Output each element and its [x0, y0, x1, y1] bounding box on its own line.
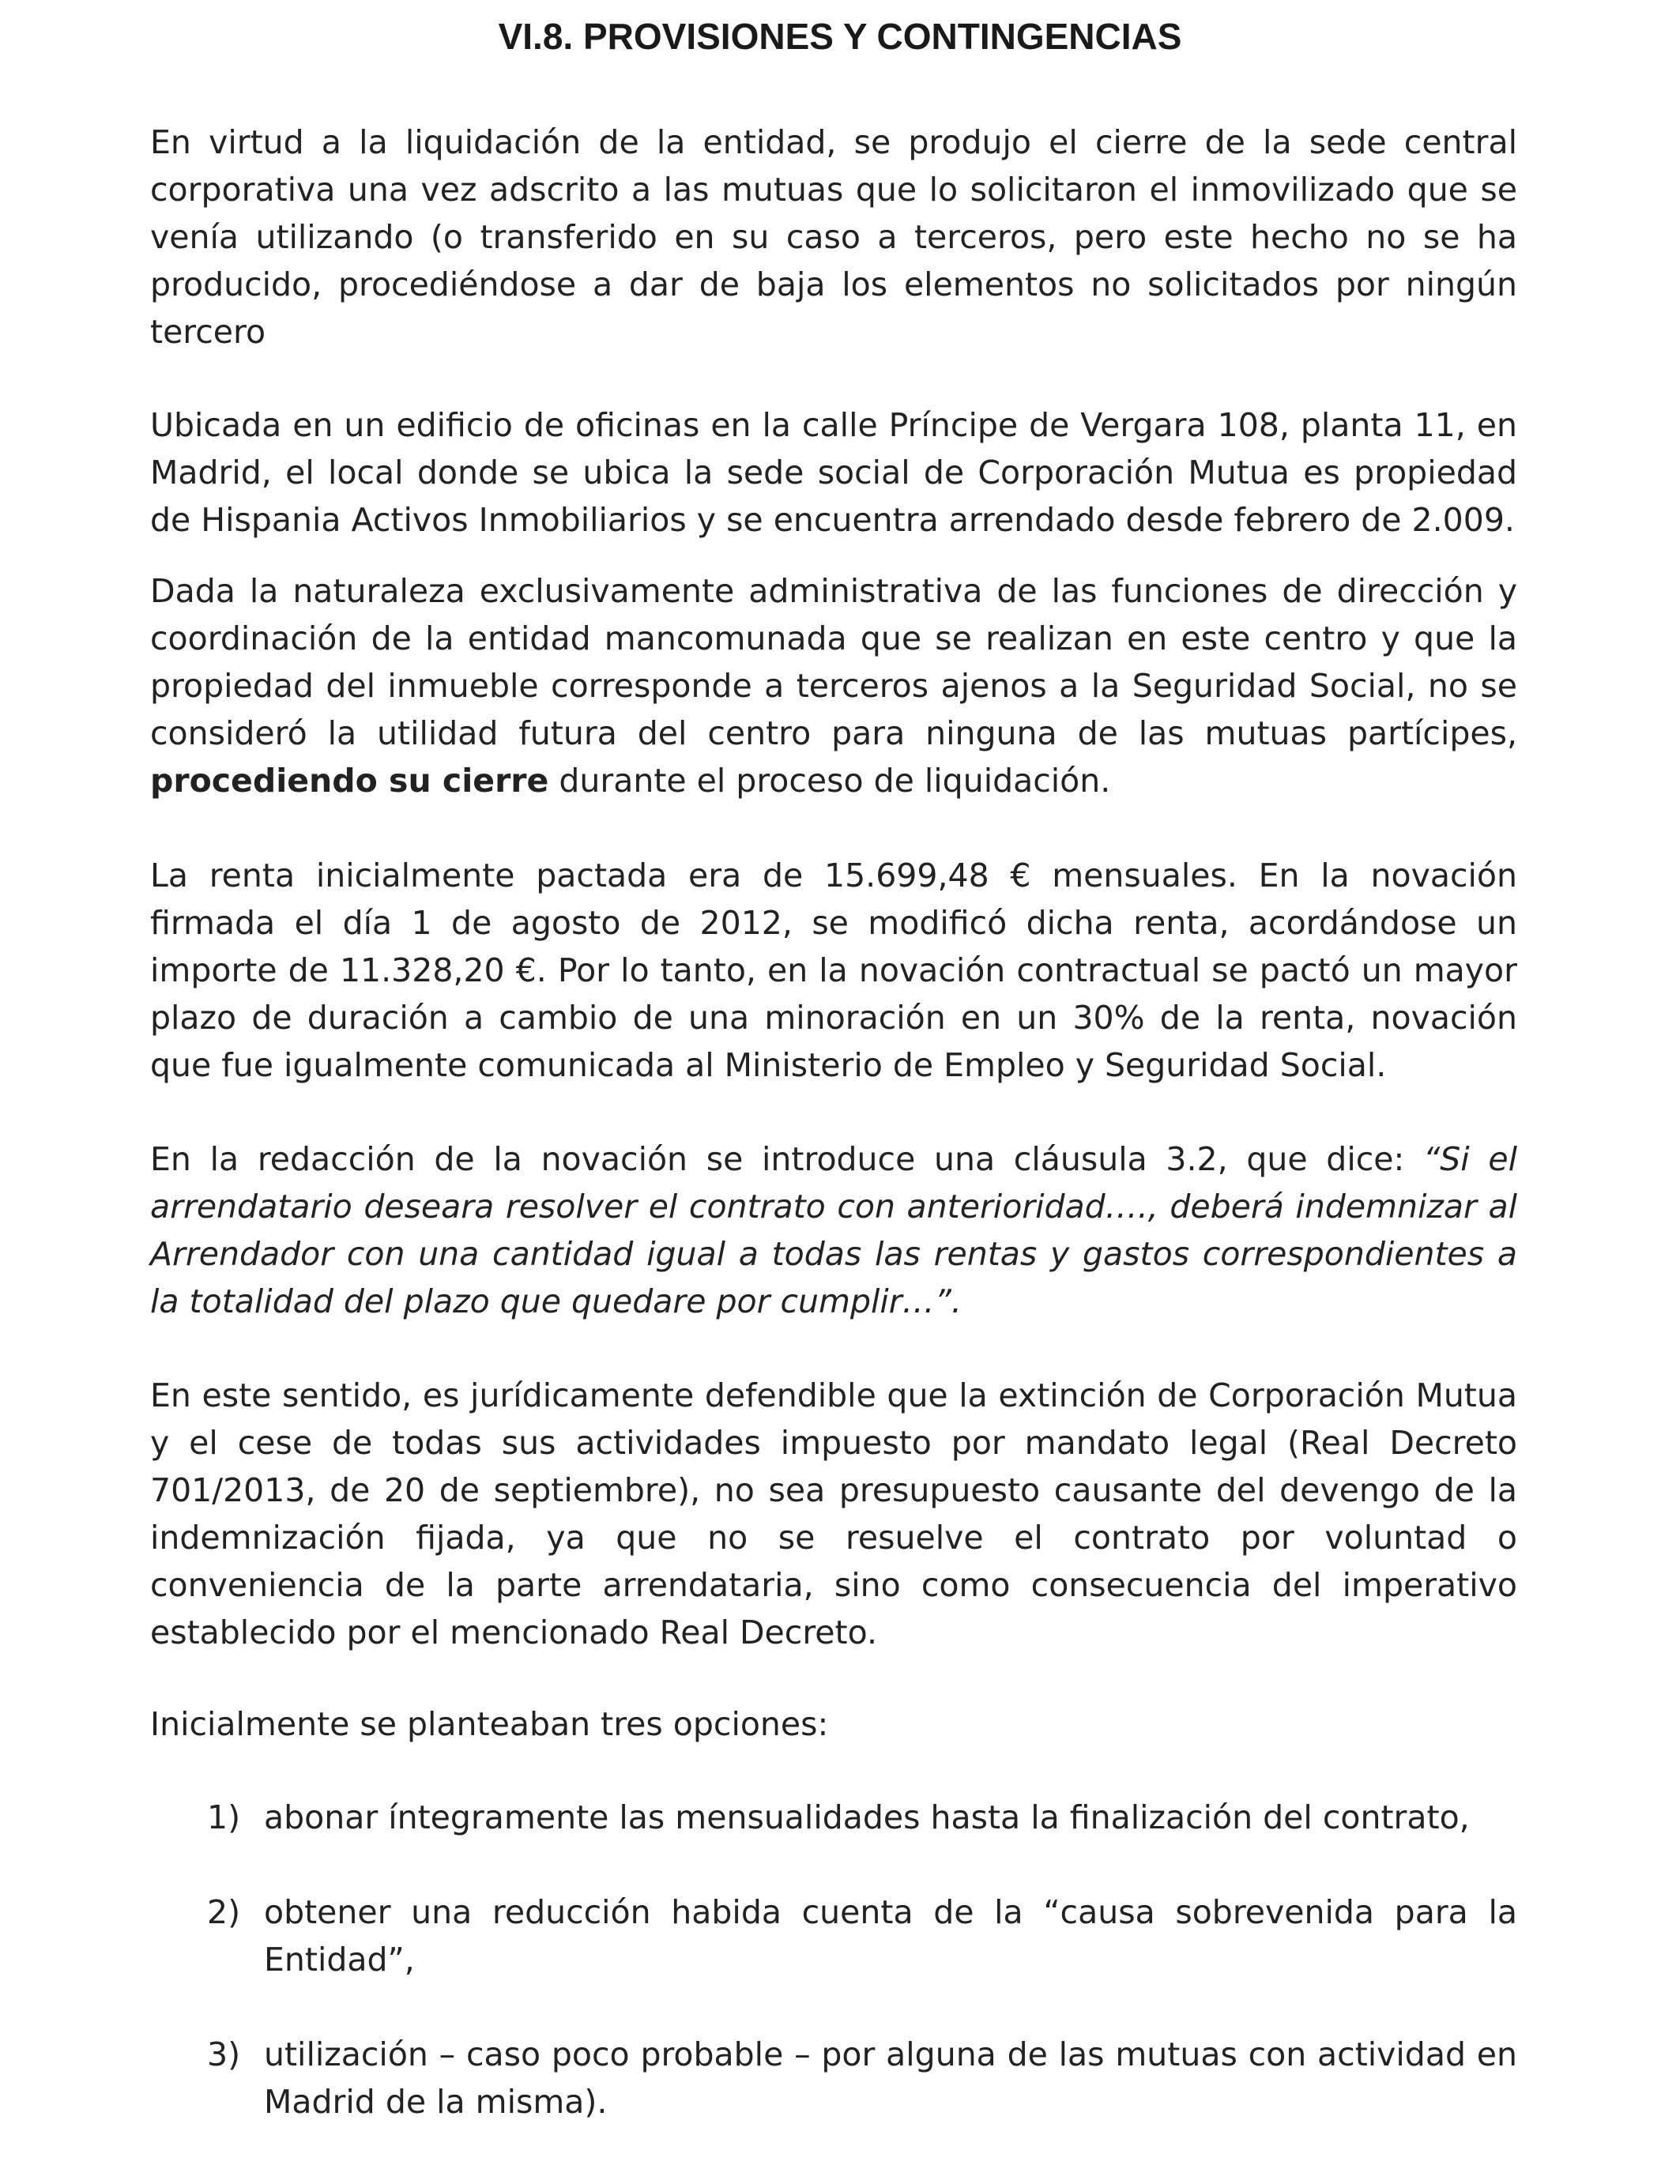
- paragraph-clause: [150, 1135, 1517, 1325]
- list-item-number: 1): [207, 1798, 241, 1836]
- list-item: [207, 1794, 1517, 1841]
- list-item: [207, 2031, 1517, 2126]
- paragraph-options-intro: Inicialmente se planteaban tres opciones:: [150, 1705, 829, 1743]
- section-title: VI.8. PROVISIONES Y CONTINGENCIAS: [498, 16, 1182, 57]
- paragraph-nature-end: durante el proceso de liquidación.: [548, 762, 1111, 800]
- list-item-text: abonar íntegramente las mensualidades hasta la finalización del contrato,: [264, 1798, 1470, 1836]
- paragraph-nature-start: Dada la naturaleza exclusivamente administrativa de las funciones de dirección y coordinación de la entidad mancomunada que se realizan en este centro y que la propiedad del inmueble corresponde a terceros ajenos a la Seguridad Social, no se consideró la utilidad futura del centro para ninguna de las mutuas partícipes,: [150, 572, 1517, 752]
- paragraph-clause-start: En la redacción de la novación se introduce una cláusula 3.2, que dice:: [150, 1140, 1424, 1178]
- paragraph-rent: La renta inicialmente pactada era de 15.699,48 € mensuales. En la novación firmada el día 1 de agosto de 2012, se modificó dicha renta, acordándose un importe de 11.328,20 €. Por lo tanto, en la novación contractual se pactó un mayor plazo de duración a cambio de una minoración en un 30% de la renta, novación que fue igualmente comunicada al Ministerio de Empleo y Seguridad Social.: [150, 857, 1517, 1084]
- paragraph-clause-quote: “Si el arrendatario deseara resolver el contrato con anterioridad…., deberá indemnizar al Arrendador con una cantidad igual a todas las rentas y gastos correspondientes a la totalidad del plazo que quedare por cumplir…”.: [150, 1140, 1517, 1320]
- list-item: [207, 1888, 1517, 1983]
- list-item-number: 3): [207, 2035, 241, 2073]
- paragraph-liquidation: En virtud a la liquidación de la entidad, se produjo el cierre de la sede central corporativa una vez adscrito a las mutuas que lo solicitaron el inmovilizado que se venía utilizando (o transferido en su caso a terceros, pero este hecho no se ha producido, procediéndose a dar de baja los elementos no solicitados por ningún tercero: [150, 123, 1517, 351]
- paragraph-location: Ubicada en un edificio de oficinas en la calle Príncipe de Vergara 108, planta 11, en Madrid, el local donde se ubica la sede social de Corporación Mutua es propiedad de Hispania Activos Inmobiliarios y se encuentra arrendado desde febrero de 2.009.: [150, 406, 1517, 539]
- list-item-number: 2): [207, 1893, 241, 1931]
- list-item-text: utilización – caso poco probable – por alguna de las mutuas con actividad en Madrid de la misma).: [264, 2035, 1517, 2121]
- paragraph-legal-argument: En este sentido, es jurídicamente defendible que la extinción de Corporación Mutua y el cese de todas sus actividades impuesto por mandato legal (Real Decreto 701/2013, de 20 de septiembre), no sea presupuesto causante del devengo de la indemnización fijada, ya que no se resuelve el contrato por voluntad o conveniencia de la parte arrendataria, sino como consecuencia del imperativo establecido por el mencionado Real Decreto.: [150, 1376, 1517, 1651]
- paragraph-nature: [150, 567, 1517, 804]
- list-item-text: obtener una reducción habida cuenta de la “causa sobrevenida para la Entidad”,: [264, 1893, 1517, 1979]
- paragraph-nature-bold: procediendo su cierre: [150, 762, 549, 800]
